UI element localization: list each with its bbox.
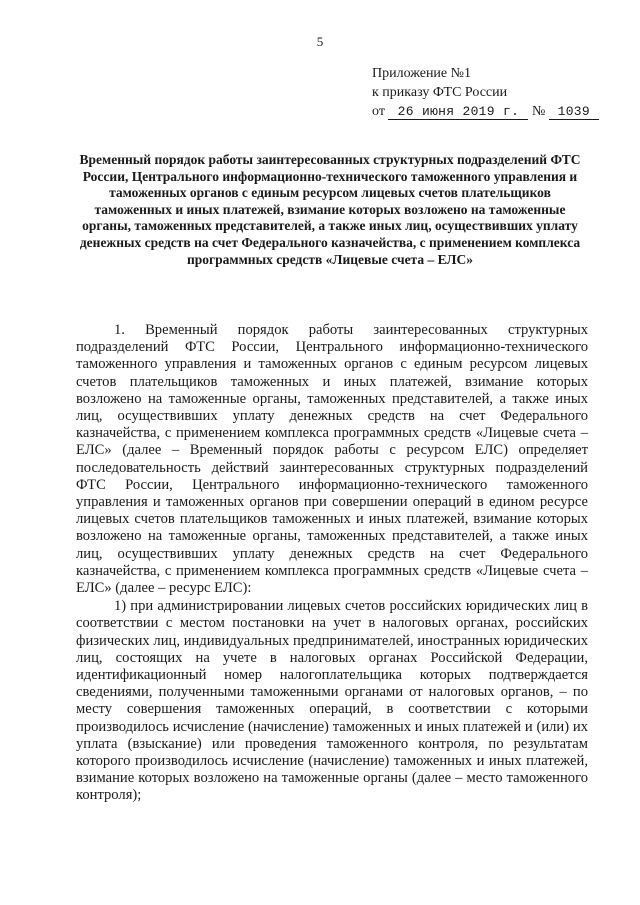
appendix-header — [372, 64, 622, 121]
appendix-title: Приложение №1 — [372, 66, 471, 81]
order-number: 1039 — [549, 104, 599, 120]
order-date-number-line — [372, 102, 622, 121]
document-title: Временный порядок работы заинтересованных структурных подразделений ФТС России, Центрального информационно-технического таможенного управления и таможенных органов с единым ресурсом лицевых счетов плательщиков таможенных и иных платежей, взимание которых возложено на таможенные органы, таможенных представителей, а также иных лиц, осуществивших уплату денежных средств на счет Федерального казначейства, с применением комплекса программных средств «Лицевые счета – ЕЛС» — [79, 152, 581, 267]
paragraph-2: 1) при администрировании лицевых счетов российских юридических лиц в соответствии с местом постановки на учет в налоговых органах, российских физических лиц, индивидуальных предпринимателей, иностранных юридических лиц, состоящих на учете в налоговых органах Российской Федерации, идентификационный номер налогоплательщика которых подтверждается сведениями, полученными таможенными органами от налоговых органов, – по месту совершения таможенных операций, в соответствии с которыми производилось исчисление (начисление) таможенных и иных платежей и (или) их уплата (взыскание) или проведения таможенного контроля, по результатам которого производилось исчисление (начисление) таможенных и иных платежей, взимание которых возложено на таможенные органы (далее – место таможенного контроля); — [76, 598, 588, 804]
number-prefix: № — [531, 104, 546, 119]
order-date: 26 июня 2019 г. — [388, 104, 528, 120]
document-body — [76, 322, 588, 805]
order-reference: к приказу ФТС России — [372, 85, 508, 100]
paragraph-1: 1. Временный порядок работы заинтересованных структурных подразделений ФТС России, Центрального информационно-технического таможенного управления и таможенных органов с единым ресурсом лицевых счетов плательщиков таможенных и иных платежей, взимание которых возложено на таможенные органы, таможенных представителей, а также иных лиц, осуществивших уплату денежных средств на счет Федерального казначейства, с применением комплекса программных средств «Лицевые счета – ЕЛС» (далее – Временный порядок работы с ресурсом ЕЛС) определяет последовательность действий заинтересованных структурных подразделений ФТС России, Центрального информационно-технического таможенного управления и таможенных органов при совершении операций в едином ресурсе лицевых счетов плательщиков таможенных и иных платежей, взимание которых возложено на таможенные органы, таможенных представителей, а также иных лиц, осуществивших уплату денежных средств на счет Федерального казначейства, с применением комплекса программных средств «Лицевые счета – ЕЛС» (далее – ресурс ЕЛС): — [76, 322, 588, 597]
page-number: 5 — [316, 34, 324, 49]
date-prefix: от — [372, 104, 385, 119]
